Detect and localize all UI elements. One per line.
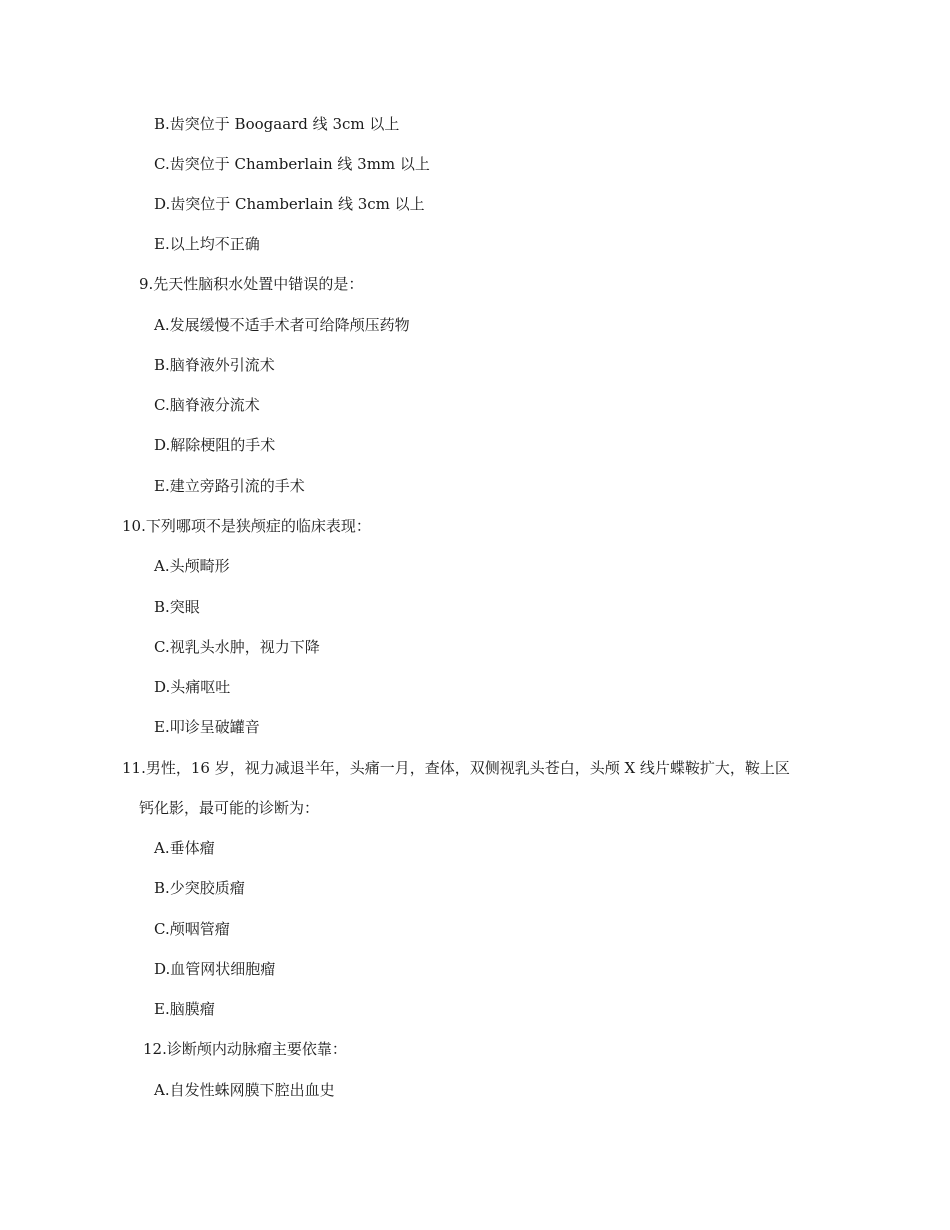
option-11e: E.脑膜瘤 [154,1000,215,1018]
option-8d: D.齿突位于 Chamberlain 线 3cm 以上 [154,195,425,213]
question-10: 10.下列哪项不是狭颅症的临床表现： [122,517,371,535]
question-12: 12.诊断颅内动脉瘤主要依靠： [143,1040,347,1058]
option-12a: A.自发性蛛网膜下腔出血史 [154,1081,335,1099]
option-9d: D.解除梗阻的手术 [154,436,276,454]
question-11-continued: 钙化影，最可能的诊断为： [139,799,320,817]
option-8c: C.齿突位于 Chamberlain 线 3mm 以上 [154,155,430,173]
option-9b: B.脑脊液外引流术 [154,356,275,374]
option-10d: D.头痛呕吐 [154,678,231,696]
question-9: 9.先天性脑积水处置中错误的是： [139,275,364,293]
option-9e: E.建立旁路引流的手术 [154,477,305,495]
option-11b: B.少突胶质瘤 [154,879,245,897]
option-8e: E.以上均不正确 [154,235,260,253]
option-10e: E.叩诊呈破罐音 [154,718,260,736]
option-11d: D.血管网状细胞瘤 [154,960,276,978]
option-10c: C.视乳头水肿，视力下降 [154,638,320,656]
option-10b: B.突眼 [154,598,200,616]
option-11a: A.垂体瘤 [154,839,215,857]
option-9a: A.发展缓慢不适手术者可给降颅压药物 [154,316,410,334]
option-11c: C.颅咽管瘤 [154,920,230,938]
option-10a: A.头颅畸形 [154,557,230,575]
option-8b: B.齿突位于 Boogaard 线 3cm 以上 [154,115,400,133]
option-9c: C.脑脊液分流术 [154,396,260,414]
question-11: 11.男性，16 岁，视力减退半年，头痛一月，查体，双侧视乳头苍白，头颅 X 线片蝶鞍扩大，鞍上区 [122,759,790,777]
